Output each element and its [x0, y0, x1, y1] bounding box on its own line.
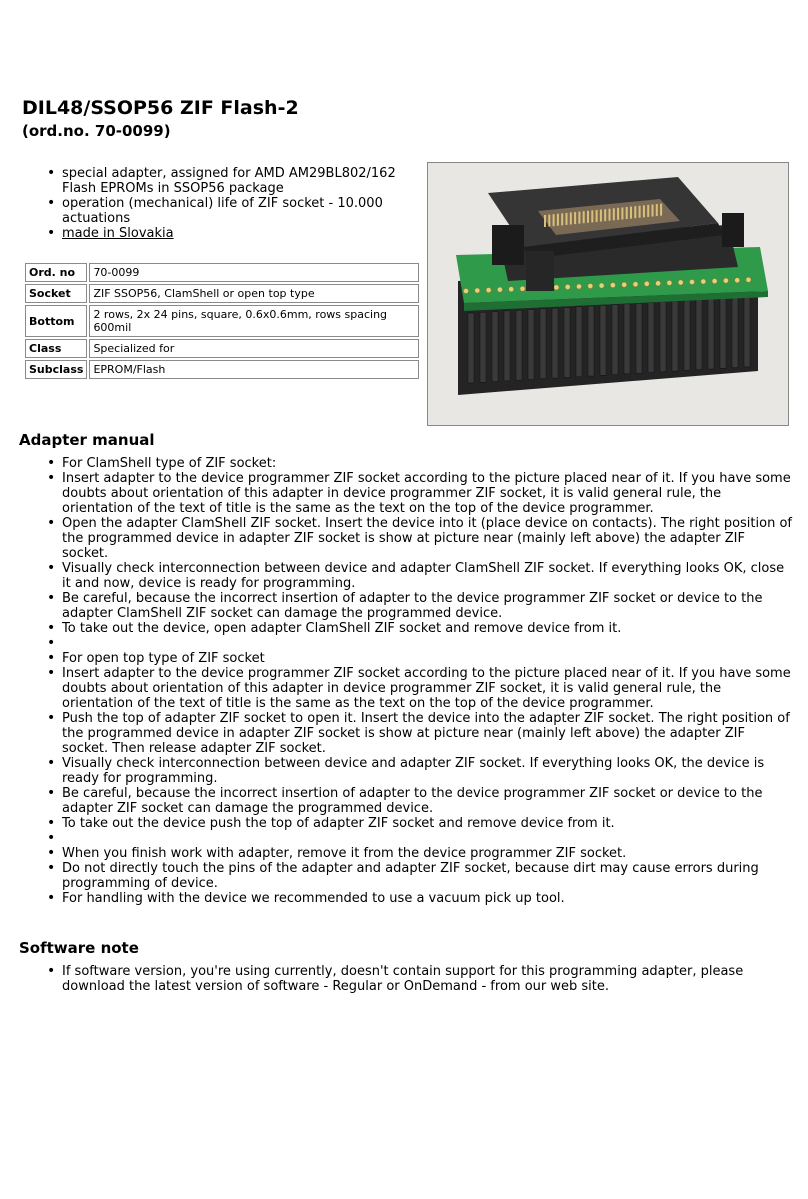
feature-item: • special adapter, assigned for AMD AM29BL802/162 Flash EPROMs in SSOP56 package: [22, 166, 412, 196]
manual-item: • To take out the device, open adapter ClamShell ZIF socket and remove device from it.: [22, 621, 792, 636]
spec-label: Subclass: [25, 360, 87, 379]
adapter-manual-heading: Adapter manual: [19, 431, 155, 449]
manual-item: • When you finish work with adapter, remove it from the device programmer ZIF socket.: [22, 846, 792, 861]
software-note-item: • If software version, you're using currently, doesn't contain support for this programming adapter, please download the latest version of software - Regular or OnDemand - from our web site.: [22, 964, 792, 994]
spec-label: Socket: [25, 284, 87, 303]
feature-item: [22, 226, 412, 241]
manual-item: • To take out the device push the top of adapter ZIF socket and remove device from it.: [22, 816, 792, 831]
manual-item: • Open the adapter ClamShell ZIF socket. Insert the device into it (place device on contacts). The right position of the programmed device in adapter ZIF socket is show at picture near (mainly left above) the adapter ZIF socket.: [22, 516, 792, 561]
spec-row: [25, 305, 419, 337]
adapter-illustration: [428, 163, 788, 425]
order-number-subtitle: (ord.no. 70-0099): [22, 122, 171, 140]
manual-item: • Be careful, because the incorrect insertion of adapter to the device programmer ZIF socket or device to the adapter ClamShell ZIF socket can damage the programmed device.: [22, 591, 792, 621]
spec-row: [25, 284, 419, 303]
manual-item: • Visually check interconnection between device and adapter ZIF socket. If everything looks OK, the device is ready for programming.: [22, 756, 792, 786]
page-title: DIL48/SSOP56 ZIF Flash-2: [22, 97, 299, 119]
spec-row: [25, 339, 419, 358]
spec-value: Specialized for: [89, 339, 419, 358]
feature-item: • operation (mechanical) life of ZIF socket - 10.000 actuations: [22, 196, 412, 226]
spec-label: Bottom: [25, 305, 87, 337]
spec-label: Ord. no: [25, 263, 87, 282]
spec-table: [23, 261, 421, 381]
spec-label: Class: [25, 339, 87, 358]
manual-item: • For handling with the device we recommended to use a vacuum pick up tool.: [22, 891, 792, 906]
spec-row: [25, 263, 419, 282]
made-in-slovakia-link[interactable]: made in Slovakia: [62, 226, 174, 241]
spec-value: ZIF SSOP56, ClamShell or open top type: [89, 284, 419, 303]
feature-list: [22, 166, 412, 241]
manual-item: • For ClamShell type of ZIF socket:: [22, 456, 792, 471]
spec-value: 2 rows, 2x 24 pins, square, 0.6x0.6mm, rows spacing 600mil: [89, 305, 419, 337]
spec-value: 70-0099: [89, 263, 419, 282]
manual-item: • Push the top of adapter ZIF socket to open it. Insert the device into the adapter ZIF socket. The right position of the programmed device in adapter ZIF socket is show at picture near (mainly left above) the adapter ZIF socket. Then release adapter ZIF socket.: [22, 711, 792, 756]
spec-row: [25, 360, 419, 379]
manual-item: • Be careful, because the incorrect insertion of adapter to the device programmer ZIF socket or device to the adapter ZIF socket can damage the programmed device.: [22, 786, 792, 816]
manual-item: [22, 831, 792, 846]
spec-value: EPROM/Flash: [89, 360, 419, 379]
software-note-heading: Software note: [19, 939, 139, 957]
manual-item: • Insert adapter to the device programmer ZIF socket according to the picture placed near of it. If you have some doubts about orientation of this adapter in device programmer ZIF socket, it is valid general rule, the orientation of the text of title is the same as the text on the top of the device programmer.: [22, 471, 792, 516]
adapter-manual-list: [22, 456, 792, 906]
manual-item: • For open top type of ZIF socket: [22, 651, 792, 666]
software-note-list: [22, 964, 792, 994]
adapter-photo: [427, 162, 789, 426]
manual-item: [22, 636, 792, 651]
manual-item: • Visually check interconnection between device and adapter ClamShell ZIF socket. If everything looks OK, close it and now, device is ready for programming.: [22, 561, 792, 591]
manual-item: • Insert adapter to the device programmer ZIF socket according to the picture placed near of it. If you have some doubts about orientation of this adapter in device programmer ZIF socket, it is valid general rule, the orientation of the text of title is the same as the text on the top of the device programmer.: [22, 666, 792, 711]
manual-item: • Do not directly touch the pins of the adapter and adapter ZIF socket, because dirt may cause errors during programming of device.: [22, 861, 792, 891]
